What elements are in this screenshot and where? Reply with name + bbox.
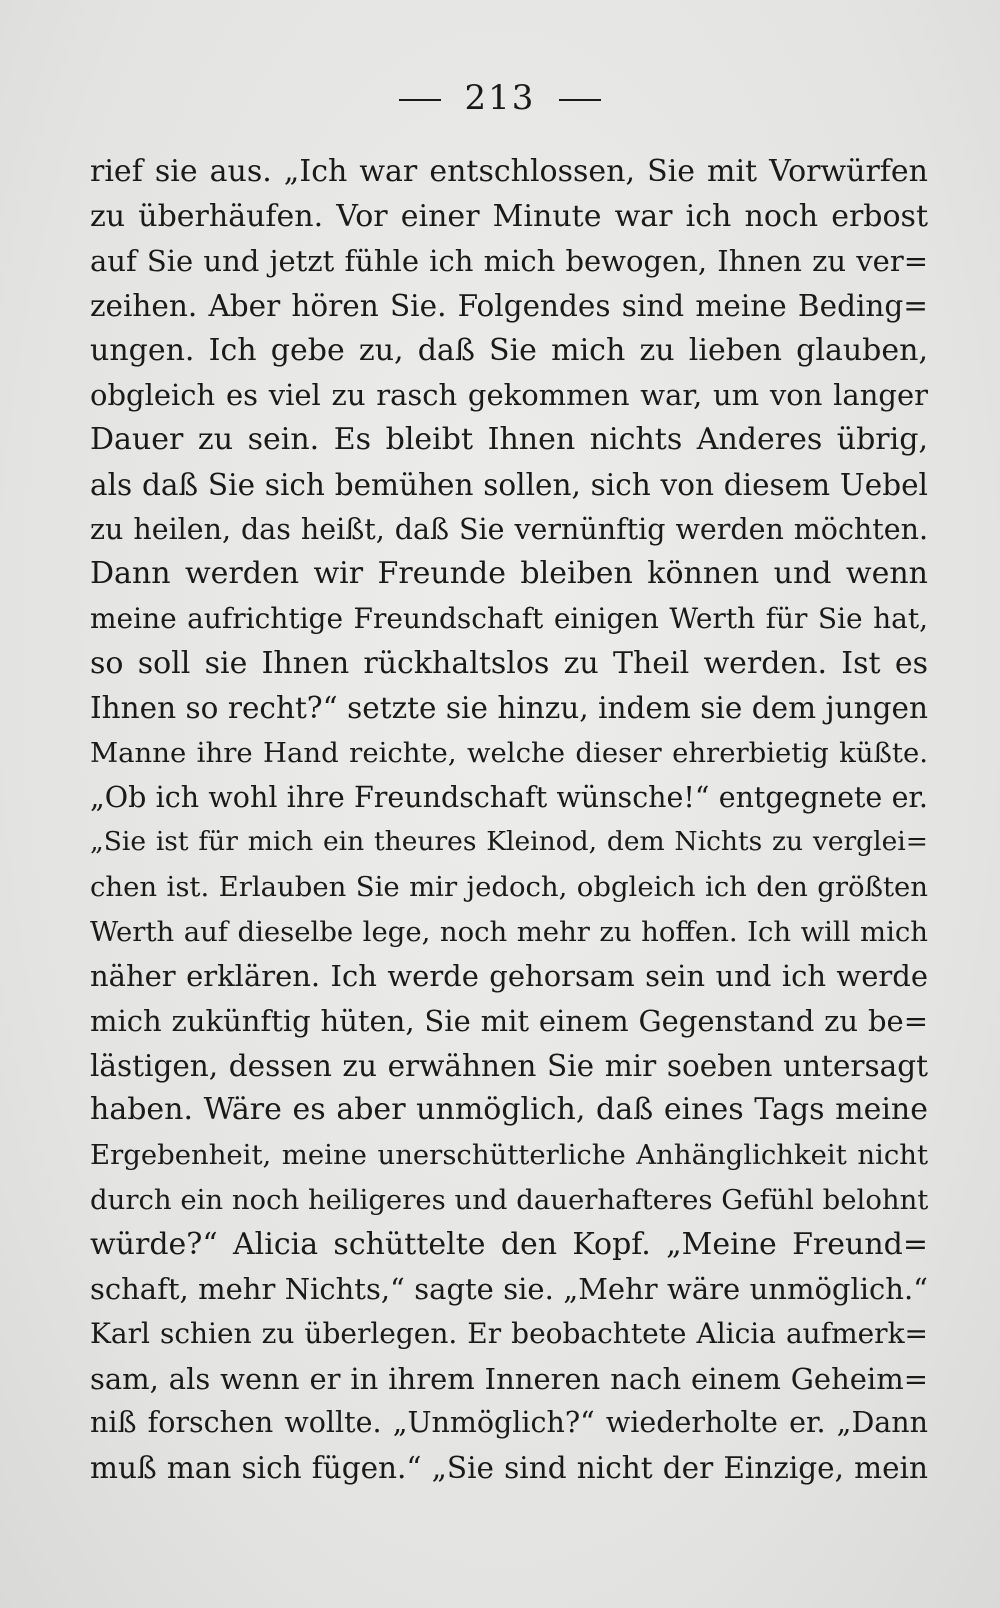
text-line: zu heilen, das heißt, daß Sie vernünftig werden möchten. xyxy=(90,512,928,546)
text-line: lästigen, dessen zu erwähnen Sie mir soeben untersagt xyxy=(90,1048,928,1083)
text-line: durch ein noch heiligeres und dauerhafteres Gefühl belohnt xyxy=(90,1183,928,1216)
text-line: schaft, mehr Nichts,“ sagte sie. „Mehr wäre unmöglich.“ xyxy=(90,1272,928,1307)
text-line: würde?“ Alicia schüttelte den Kopf. „Meine Freund= xyxy=(90,1226,928,1262)
text-line: chen ist. Erlauben Sie mir jedoch, obgleich ich den größten xyxy=(90,871,928,903)
text-line: ungen. Ich gebe zu, daß Sie mich zu lieben glauben, xyxy=(90,332,928,368)
text-line: Karl schien zu überlegen. Er beobachtete Alicia aufmerk= xyxy=(90,1316,928,1350)
text-line: mich zukünftig hüten, Sie mit einem Gegenstand zu be= xyxy=(90,1004,928,1039)
text-line: zu überhäufen. Vor einer Minute war ich noch erbost xyxy=(90,198,928,234)
text-line: Dauer zu sein. Es bleibt Ihnen nichts Anderes übrig, xyxy=(90,422,928,458)
text-line: zeihen. Aber hören Sie. Folgendes sind meine Beding= xyxy=(90,289,928,324)
text-line: Dann werden wir Freunde bleiben können und wenn xyxy=(90,556,928,592)
text-line: auf Sie und jetzt fühle ich mich bewogen, Ihnen zu ver= xyxy=(90,244,928,279)
text-line: als daß Sie sich bemühen sollen, sich von diesem Uebel xyxy=(90,467,928,502)
text-line: meine aufrichtige Freundschaft einigen Werth für Sie hat, xyxy=(90,601,928,635)
text-line: haben. Wäre es aber unmöglich, daß eines Tags meine xyxy=(90,1092,928,1128)
text-line: rief sie aus. „Ich war entschlossen, Sie mit Vorwürfen xyxy=(90,154,928,189)
text-line: „Sie ist für mich ein theures Kleinod, dem Nichts zu verglei= xyxy=(90,826,928,858)
text-line: Werth auf dieselbe lege, noch mehr zu hoffen. Ich will mich xyxy=(90,915,928,948)
page-number: 213 xyxy=(464,78,536,118)
text-line: so soll sie Ihnen rückhaltslos zu Theil werden. Ist es xyxy=(90,645,928,681)
header-dash-left xyxy=(399,99,441,101)
text-line: Ergebenheit, meine unerschütterliche Anhänglichkeit nicht xyxy=(90,1139,928,1172)
text-line: „Ob ich wohl ihre Freundschaft wünsche!“ entgegnete er. xyxy=(90,780,928,814)
body-text xyxy=(90,150,928,1491)
text-line: Ihnen so recht?“ setzte sie hinzu, indem sie dem jungen xyxy=(90,691,928,726)
page-header xyxy=(0,78,1000,118)
text-line: muß man sich fügen.“ „Sie sind nicht der Einzige, mein xyxy=(90,1450,928,1485)
text-line: niß forschen wollte. „Unmöglich?“ wiederholte er. „Dann xyxy=(90,1406,928,1440)
text-line: näher erklären. Ich werde gehorsam sein und ich werde xyxy=(90,959,928,994)
text-line: obgleich es viel zu rasch gekommen war, um von langer xyxy=(90,378,928,413)
header-dash-right xyxy=(559,99,601,101)
text-line: Manne ihre Hand reichte, welche dieser ehrerbietig küßte. xyxy=(90,736,928,769)
text-line: sam, als wenn er in ihrem Inneren nach einem Geheim= xyxy=(90,1361,928,1396)
